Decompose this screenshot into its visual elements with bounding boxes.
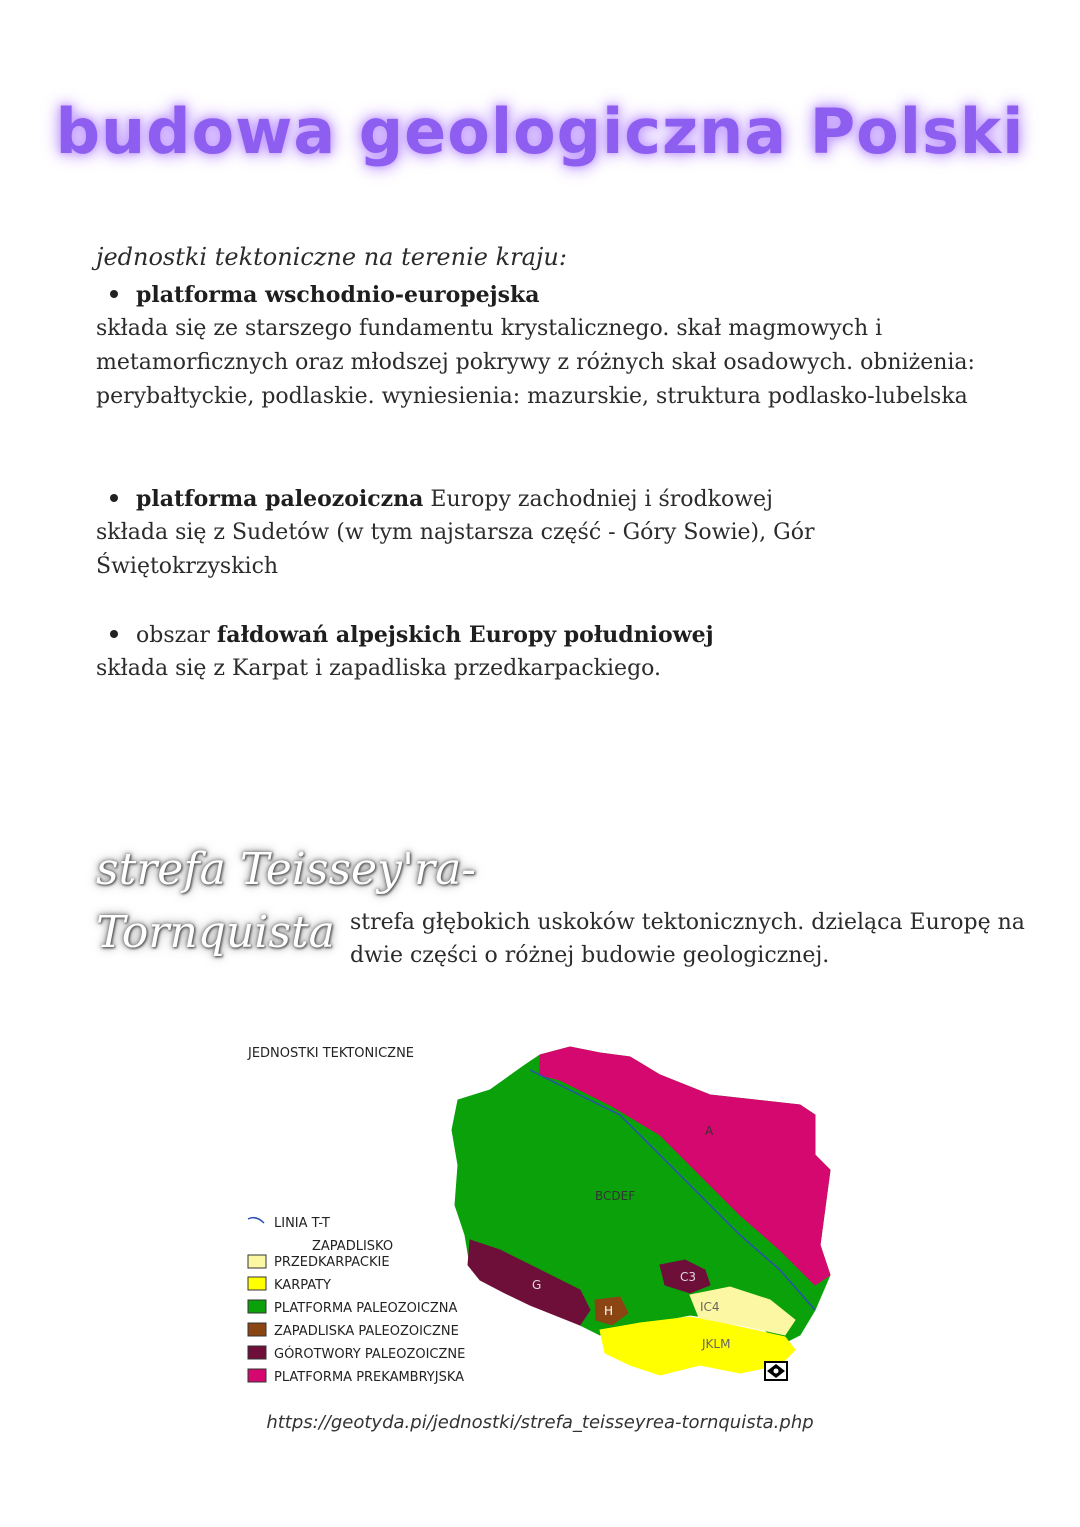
legend-item: PLATFORMA PREKAMBRYJSKA [274,1370,465,1385]
intro-text: jednostki tektoniczne na terenie kraju: [96,243,567,271]
region-label-jklm: JKLM [702,1337,731,1351]
legend-swatch [248,1300,266,1313]
source-link[interactable]: https://geotyda.pi/jednostki/strefa_teisseyrea-tornquista.php [266,1412,814,1433]
tectonic-map-svg [240,1035,840,1395]
zone-description: strefa głębokich uskoków tektonicznych. dzieląca Europę na dwie części o różnej budowie geologicznej. [350,910,1025,968]
bullet-dot [110,290,118,298]
bullet-dot [110,494,118,502]
legend-swatch [248,1369,266,1382]
region-label-h: H [604,1304,614,1318]
region-label-bcdef: BCDEF [595,1189,636,1203]
legend-swatch [248,1255,266,1268]
legend-item: GÓROTWORY PALEOZOICZNE [274,1347,466,1362]
section-paragraph: składa się z Sudetów (w tym najstarsza część - Góry Sowie), Gór Świętokrzyskich [96,520,815,579]
legend-line-swatch [248,1218,264,1223]
region-label-g: G [532,1278,542,1292]
legend-item: LINIA T-T [274,1216,330,1231]
bullet-bold: platforma wschodnio-europejska [136,282,540,308]
tectonic-map [240,1035,840,1395]
legend-swatch [248,1323,266,1336]
legend-item: PLATFORMA PALEOZOICZNA [274,1301,458,1316]
bullet-bold: fałdowań alpejskich Europy południowej [216,622,714,648]
zone-title-line1: strefa Teissey'ra- [96,844,477,895]
region-label-c3: C3 [680,1270,697,1284]
bullet-bold: platforma paleozoiczna [136,486,424,512]
bullet-dot [110,630,118,638]
bullet-item: obszar fałdowań alpejskich Europy południowej [110,618,714,653]
bullet-item: platforma paleozoiczna Europy zachodniej i środkowej [110,482,773,517]
legend-text-part: PRZEDKARPACKIE [274,1255,390,1270]
map-legend [248,1216,465,1385]
region-label-ic4: IC4 [700,1300,720,1314]
section-paragraph: składa się ze starszego fundamentu krystalicznego. skał magmowych i metamorficznych oraz młodszej pokrywy z różnych skał osadowych. obniżenia: perybałtyckie, podlaskie. wyniesienia: mazurskie, struktura podlasko-lubelska [96,316,975,409]
legend-swatch [248,1277,266,1290]
legend-text-part: ZAPADLISKO [312,1239,394,1254]
compass-icon-center [774,1369,779,1374]
page-title: budowa geologiczna Polski [55,95,1025,168]
bullet-item [110,278,540,313]
section-paragraph: składa się z Karpat i zapadliska przedkarpackiego. [96,656,662,681]
legend-item: KARPATY [274,1278,331,1293]
legend-swatch [248,1346,266,1359]
zone-title-line2: Tornquista [96,907,335,958]
legend-item: ZAPADLISKA PALEOZOICZNE [274,1324,459,1339]
region-label-a: A [705,1124,714,1138]
map-heading: JEDNOSTKI TEKTONICZNE [248,1046,415,1061]
